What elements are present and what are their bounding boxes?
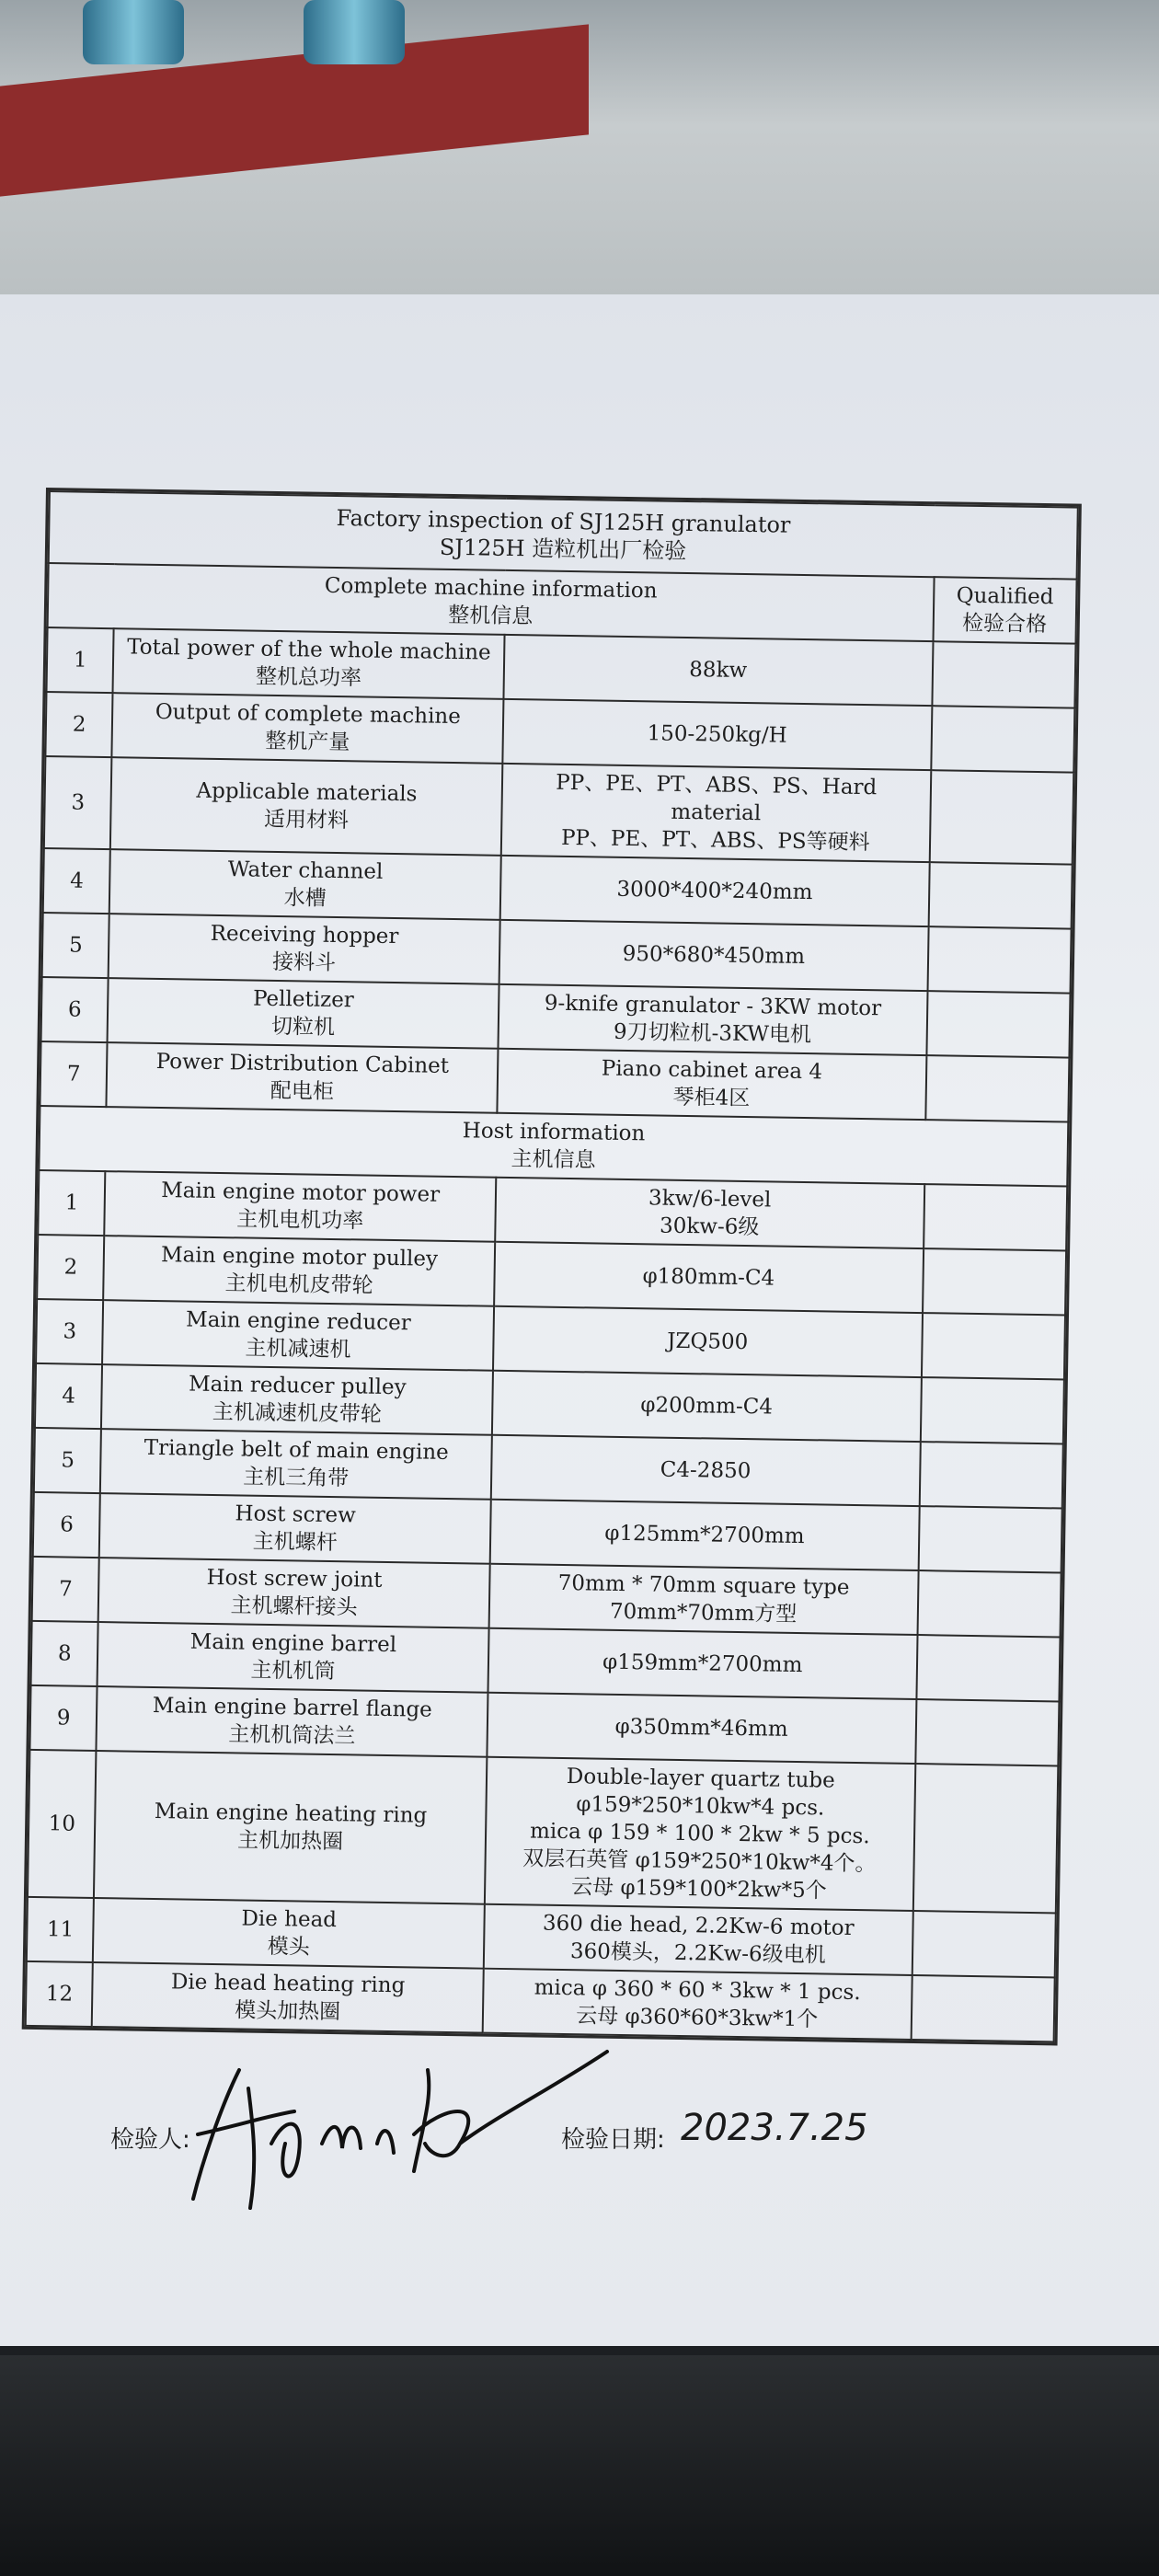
item-en: Pelletizer <box>252 986 354 1013</box>
check-cell <box>931 706 1074 772</box>
signature-area <box>101 2015 1021 2254</box>
row-number: 4 <box>35 1363 103 1429</box>
date-value: 2023.7.25 <box>681 2107 868 2149</box>
value-cell <box>492 1371 922 1442</box>
check-cell <box>929 770 1073 864</box>
check-cell <box>917 1570 1061 1637</box>
value-line: φ350mm*46mm <box>614 1714 788 1742</box>
check-cell <box>927 926 1071 993</box>
item-en: Main engine barrel <box>189 1629 397 1658</box>
item-cell <box>109 914 499 984</box>
item-zh: 主机螺杆 <box>252 1529 338 1556</box>
item-en: Die head <box>241 1906 338 1933</box>
item-zh: 整机产量 <box>265 729 350 755</box>
item-en: Water channel <box>227 857 384 884</box>
item-en: Power Distribution Cabinet <box>155 1049 450 1078</box>
qualified-header <box>933 577 1076 643</box>
item-zh: 整机总功率 <box>255 664 362 691</box>
row-number: 9 <box>29 1685 98 1751</box>
check-cell <box>916 1635 1060 1701</box>
item-cell <box>94 1751 487 1904</box>
value-cell <box>487 1693 916 1764</box>
item-cell <box>105 1171 496 1242</box>
item-cell <box>107 1042 498 1113</box>
check-cell <box>932 641 1075 707</box>
item-zh: 切粒机 <box>270 1014 336 1041</box>
item-en: Main engine reducer <box>185 1307 411 1336</box>
value-cell <box>500 856 930 926</box>
value-line: 360 die head, 2.2Kw-6 motor <box>542 1911 855 1940</box>
spool <box>304 0 405 64</box>
item-cell <box>113 628 504 699</box>
item-zh: 适用材料 <box>263 807 350 834</box>
item-zh: 主机电机功率 <box>235 1207 364 1234</box>
complete-heading-zh: 整机信息 <box>447 603 534 629</box>
item-zh: 主机三角带 <box>243 1465 350 1491</box>
row-number: 6 <box>41 977 109 1042</box>
item-cell <box>110 757 502 856</box>
table-row <box>28 1750 1058 1914</box>
row-number: 3 <box>44 756 112 849</box>
value-cell <box>499 920 928 991</box>
row-number: 5 <box>42 913 110 978</box>
value-line: 360模头，2.2Kw-6级电机 <box>569 1939 826 1968</box>
value-line: 云母 φ360*60*3kw*1个 <box>576 2004 819 2032</box>
item-zh: 模头加热圈 <box>234 1998 341 2025</box>
value-cell <box>501 764 931 862</box>
item-zh: 水槽 <box>283 886 327 911</box>
value-cell <box>488 1564 918 1635</box>
host-heading-en: Host information <box>462 1119 646 1146</box>
row-number: 7 <box>40 1041 108 1107</box>
value-line: C4-2850 <box>660 1457 752 1484</box>
value-line: mica φ 360 * 60 * 3kw * 1 pcs. <box>534 1975 861 2006</box>
inspector-label: 检验人: <box>110 2126 190 2154</box>
spool <box>83 0 184 64</box>
row-number: 10 <box>28 1750 97 1898</box>
value-cell <box>494 1242 924 1313</box>
value-line: φ159*250*10kw*4 pcs. <box>576 1792 825 1821</box>
item-zh: 主机机筒法兰 <box>228 1722 356 1749</box>
value-line: 9-knife granulator - 3KW motor <box>544 991 882 1021</box>
value-line: 950*680*450mm <box>622 941 806 970</box>
table-row <box>44 756 1073 865</box>
row-number: 8 <box>31 1621 99 1686</box>
check-cell <box>926 991 1070 1057</box>
value-line: φ180mm-C4 <box>642 1264 775 1291</box>
check-cell <box>918 1506 1061 1572</box>
item-zh: 主机减速机皮带轮 <box>212 1399 383 1427</box>
complete-heading-en: Complete machine information <box>324 573 658 604</box>
value-line: 3kw/6-level <box>648 1186 772 1213</box>
item-en: Main engine heating ring <box>154 1800 428 1828</box>
row-number: 2 <box>37 1235 105 1300</box>
check-cell <box>925 1055 1069 1121</box>
row-number: 7 <box>32 1557 100 1622</box>
value-cell <box>485 1757 915 1911</box>
qualified-en: Qualified <box>956 583 1054 610</box>
item-en: Main reducer pulley <box>188 1372 407 1400</box>
row-number: 6 <box>33 1492 101 1558</box>
value-cell <box>490 1500 920 1570</box>
value-line: 88kw <box>689 658 748 683</box>
item-cell <box>97 1686 488 1757</box>
row-number: 4 <box>43 848 111 914</box>
check-cell <box>922 1313 1065 1379</box>
item-en: Main engine motor pulley <box>160 1243 439 1271</box>
item-cell <box>101 1364 492 1435</box>
inspection-table <box>22 488 1082 2045</box>
value-cell <box>495 1178 924 1248</box>
factory-background <box>0 0 1159 313</box>
item-zh: 模头 <box>267 1934 310 1960</box>
value-line: Piano cabinet area 4 <box>601 1056 823 1085</box>
item-zh: 配电柜 <box>270 1078 335 1104</box>
value-line: 150-250kg/H <box>647 721 787 748</box>
check-cell <box>924 1184 1067 1250</box>
check-cell <box>923 1248 1066 1315</box>
item-cell <box>98 1622 488 1693</box>
signature-image <box>184 2033 625 2226</box>
title-zh: SJ125H 造粒机出厂检验 <box>439 534 687 564</box>
value-line: Double-layer quartz tube <box>566 1765 835 1793</box>
item-zh: 主机减速机 <box>245 1336 351 1363</box>
item-en: Host screw joint <box>206 1565 383 1593</box>
value-line: mica φ 159 * 100 * 2kw * 5 pcs. <box>529 1819 870 1849</box>
check-cell <box>919 1442 1062 1508</box>
check-cell <box>915 1699 1059 1765</box>
value-line: PP、PE、PT、ABS、PS、Hard material <box>556 770 878 826</box>
item-en: Applicable materials <box>196 778 418 807</box>
value-line: JZQ500 <box>667 1328 749 1355</box>
item-cell <box>104 1236 495 1306</box>
value-line: 30kw-6级 <box>659 1213 760 1240</box>
item-en: Host screw <box>235 1501 356 1528</box>
item-cell <box>98 1558 489 1628</box>
value-line: 70mm*70mm方型 <box>609 1599 798 1627</box>
item-en: Die head heating ring <box>170 1970 406 1998</box>
item-cell <box>102 1300 493 1371</box>
row-number: 3 <box>36 1299 104 1364</box>
item-cell <box>93 1898 484 1969</box>
row-number: 11 <box>27 1897 95 1962</box>
check-cell <box>912 1764 1058 1913</box>
value-line: 双层石英管 φ159*250*10kw*4个。 <box>522 1846 877 1877</box>
item-cell <box>109 849 500 920</box>
value-cell <box>502 699 932 770</box>
value-line: PP、PE、PT、ABS、PS等硬料 <box>560 825 870 856</box>
item-zh: 主机加热圈 <box>236 1828 344 1855</box>
item-en: Total power of the whole machine <box>126 635 491 665</box>
value-line: φ159mm*2700mm <box>602 1650 803 1678</box>
qualified-zh: 检验合格 <box>961 611 1048 638</box>
item-zh: 主机机筒 <box>250 1658 336 1685</box>
value-line: 3000*400*240mm <box>616 877 813 905</box>
row-number: 1 <box>47 627 115 693</box>
value-line: φ200mm-C4 <box>640 1393 774 1420</box>
title-en: Factory inspection of SJ125H granulator <box>336 504 791 538</box>
item-zh: 接料斗 <box>271 949 337 976</box>
value-cell <box>488 1628 917 1699</box>
value-cell <box>498 984 927 1055</box>
item-cell <box>112 693 503 764</box>
item-cell <box>108 978 499 1049</box>
item-en: Receiving hopper <box>210 921 399 949</box>
item-cell <box>99 1493 490 1564</box>
item-zh: 主机电机皮带轮 <box>224 1271 373 1298</box>
value-line: 琴柜4区 <box>672 1085 751 1111</box>
value-cell <box>503 635 933 706</box>
item-en: Triangle belt of main engine <box>143 1435 449 1466</box>
date-label: 检验日期: <box>561 2126 665 2154</box>
host-heading-zh: 主机信息 <box>511 1147 596 1173</box>
row-number: 12 <box>26 1961 94 2027</box>
value-line: 70mm * 70mm square type <box>557 1570 850 1600</box>
row-number: 2 <box>45 692 113 757</box>
value-line: 9刀切粒机-3KW电机 <box>613 1019 812 1048</box>
item-zh: 主机螺杆接头 <box>230 1593 358 1620</box>
floor <box>0 2355 1159 2576</box>
check-cell <box>920 1377 1063 1443</box>
check-cell <box>928 862 1072 928</box>
row-number: 1 <box>38 1170 106 1236</box>
item-en: Main engine motor power <box>161 1179 441 1207</box>
value-line: φ125mm*2700mm <box>604 1521 805 1549</box>
value-cell <box>484 1904 913 1975</box>
value-cell <box>497 1049 926 1120</box>
value-cell <box>491 1435 921 1506</box>
item-en: Output of complete machine <box>155 699 462 730</box>
value-line: 云母 φ159*100*2kw*5个 <box>570 1875 827 1903</box>
value-cell <box>493 1306 923 1377</box>
row-number: 5 <box>34 1428 102 1493</box>
check-cell <box>912 1911 1055 1977</box>
item-cell <box>100 1429 491 1500</box>
item-en: Main engine barrel flange <box>152 1693 432 1722</box>
